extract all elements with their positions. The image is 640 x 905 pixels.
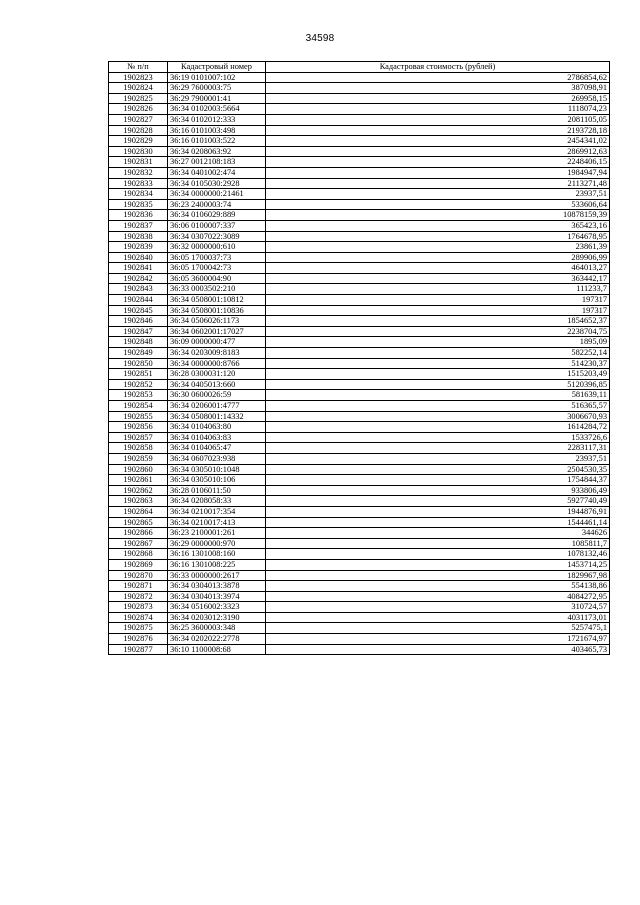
cadastral-value-cell: 2081105,05	[266, 114, 610, 125]
row-number-cell: 1902829	[109, 136, 168, 147]
cadastral-value-cell: 933806,49	[266, 485, 610, 496]
row-number-cell: 1902859	[109, 453, 168, 464]
row-number-cell: 1902830	[109, 146, 168, 157]
table-row	[109, 167, 610, 178]
cadastral-value-cell: 1944876,91	[266, 506, 610, 517]
row-number-cell: 1902847	[109, 326, 168, 337]
cadastral-value-cell: 1085811,7	[266, 538, 610, 549]
table-row	[109, 220, 610, 231]
table-row	[109, 72, 610, 83]
table-row	[109, 538, 610, 549]
table-row	[109, 634, 610, 645]
cadastral-value-cell: 2504530,35	[266, 464, 610, 475]
row-number-cell: 1902831	[109, 157, 168, 168]
cadastral-number-cell: 36:34 0210017:413	[168, 517, 266, 528]
cadastral-number-cell: 36:05 3600004:90	[168, 273, 266, 284]
cadastral-number-cell: 36:30 0600026:59	[168, 390, 266, 401]
row-number-cell: 1902857	[109, 432, 168, 443]
cadastral-number-cell: 36:34 0106029:889	[168, 210, 266, 221]
cadastral-value-cell: 554138,86	[266, 581, 610, 592]
row-number-cell: 1902834	[109, 189, 168, 200]
row-number-cell: 1902862	[109, 485, 168, 496]
cadastral-number-cell: 36:34 0000000:21461	[168, 189, 266, 200]
table-row	[109, 305, 610, 316]
cadastral-number-cell: 36:34 0405013:660	[168, 379, 266, 390]
table-row	[109, 475, 610, 486]
row-number-cell: 1902856	[109, 422, 168, 433]
row-number-cell: 1902850	[109, 358, 168, 369]
row-number-cell: 1902854	[109, 401, 168, 412]
page-number: 34598	[305, 33, 335, 44]
row-number-cell: 1902870	[109, 570, 168, 581]
table-row	[109, 83, 610, 94]
cadastral-value-cell: 2454341,02	[266, 136, 610, 147]
table-row	[109, 316, 610, 327]
cadastral-value-cell: 269958,15	[266, 93, 610, 104]
header-cadastral-number: Кадастровый номер	[168, 62, 266, 73]
row-number-cell: 1902855	[109, 411, 168, 422]
row-number-cell: 1902825	[109, 93, 168, 104]
cadastral-number-cell: 36:32 0000000:610	[168, 242, 266, 253]
cadastral-number-cell: 36:16 0101003:498	[168, 125, 266, 136]
table-row	[109, 591, 610, 602]
cadastral-number-cell: 36:19 0101007:102	[168, 72, 266, 83]
cadastral-value-cell: 23937,51	[266, 189, 610, 200]
table-row	[109, 93, 610, 104]
table-row	[109, 348, 610, 359]
row-number-cell: 1902866	[109, 528, 168, 539]
table-body	[109, 72, 610, 655]
table-row	[109, 623, 610, 634]
row-number-cell: 1902853	[109, 390, 168, 401]
table-row	[109, 517, 610, 528]
cadastral-value-cell: 344626	[266, 528, 610, 539]
cadastral-value-cell: 403465,73	[266, 644, 610, 655]
cadastral-value-cell: 365423,16	[266, 220, 610, 231]
cadastral-number-cell: 36:16 1301008:160	[168, 549, 266, 560]
row-number-cell: 1902864	[109, 506, 168, 517]
row-number-cell: 1902876	[109, 634, 168, 645]
table-row	[109, 422, 610, 433]
table-row	[109, 146, 610, 157]
row-number-cell: 1902827	[109, 114, 168, 125]
cadastral-number-cell: 36:34 0104063:80	[168, 422, 266, 433]
row-number-cell: 1902832	[109, 167, 168, 178]
table-row	[109, 125, 610, 136]
table-row	[109, 432, 610, 443]
cadastral-number-cell: 36:28 0106011:50	[168, 485, 266, 496]
cadastral-number-cell: 36:34 0305010:1048	[168, 464, 266, 475]
cadastral-value-cell: 1764678,95	[266, 231, 610, 242]
cadastral-number-cell: 36:10 1100008:68	[168, 644, 266, 655]
cadastral-number-cell: 36:34 0104063:83	[168, 432, 266, 443]
table-row	[109, 464, 610, 475]
cadastral-number-cell: 36:34 0104065:47	[168, 443, 266, 454]
row-number-cell: 1902873	[109, 602, 168, 613]
cadastral-number-cell: 36:16 0101003:522	[168, 136, 266, 147]
cadastral-value-cell: 2283117,31	[266, 443, 610, 454]
cadastral-value-cell: 1895,09	[266, 337, 610, 348]
cadastral-value-cell: 1754844,37	[266, 475, 610, 486]
row-number-cell: 1902868	[109, 549, 168, 560]
cadastral-value-cell: 2869912,63	[266, 146, 610, 157]
cadastral-number-cell: 36:34 0508001:10812	[168, 295, 266, 306]
table-row	[109, 189, 610, 200]
cadastral-number-cell: 36:34 0607023:938	[168, 453, 266, 464]
row-number-cell: 1902846	[109, 316, 168, 327]
row-number-cell: 1902838	[109, 231, 168, 242]
table-row	[109, 443, 610, 454]
cadastral-value-cell: 581639,11	[266, 390, 610, 401]
cadastral-number-cell: 36:34 0202022:2778	[168, 634, 266, 645]
table-row	[109, 114, 610, 125]
row-number-cell: 1902840	[109, 252, 168, 263]
cadastral-number-cell: 36:34 0210017:354	[168, 506, 266, 517]
row-number-cell: 1902875	[109, 623, 168, 634]
table-row	[109, 411, 610, 422]
row-number-cell: 1902844	[109, 295, 168, 306]
row-number-cell: 1902848	[109, 337, 168, 348]
table-row	[109, 337, 610, 348]
cadastral-number-cell: 36:05 1700037:73	[168, 252, 266, 263]
table-row	[109, 496, 610, 507]
cadastral-number-cell: 36:34 0508001:14332	[168, 411, 266, 422]
cadastral-value-cell: 1721674,97	[266, 634, 610, 645]
cadastral-value-cell: 5120396,85	[266, 379, 610, 390]
cadastral-number-cell: 36:34 0506026:1173	[168, 316, 266, 327]
row-number-cell: 1902849	[109, 348, 168, 359]
table-row	[109, 295, 610, 306]
cadastral-number-cell: 36:34 0203012:3190	[168, 612, 266, 623]
table-row	[109, 485, 610, 496]
cadastral-value-cell: 4084272,95	[266, 591, 610, 602]
row-number-cell: 1902823	[109, 72, 168, 83]
row-number-cell: 1902872	[109, 591, 168, 602]
cadastral-value-cell: 533606,64	[266, 199, 610, 210]
row-number-cell: 1902824	[109, 83, 168, 94]
cadastral-number-cell: 36:34 0602001:17027	[168, 326, 266, 337]
table-row	[109, 390, 610, 401]
table-row	[109, 326, 610, 337]
table-row	[109, 453, 610, 464]
table-row	[109, 570, 610, 581]
cadastral-value-cell: 1544461,14	[266, 517, 610, 528]
cadastral-number-cell: 36:34 0305010:106	[168, 475, 266, 486]
row-number-cell: 1902835	[109, 199, 168, 210]
cadastral-value-cell: 2248406,15	[266, 157, 610, 168]
table-row	[109, 506, 610, 517]
row-number-cell: 1902843	[109, 284, 168, 295]
cadastral-number-cell: 36:34 0206001:4777	[168, 401, 266, 412]
row-number-cell: 1902858	[109, 443, 168, 454]
cadastral-number-cell: 36:34 0401002:474	[168, 167, 266, 178]
table-row	[109, 178, 610, 189]
cadastral-value-cell: 1078132,46	[266, 549, 610, 560]
cadastral-number-cell: 36:34 0105030:2928	[168, 178, 266, 189]
cadastral-number-cell: 36:29 7900001:41	[168, 93, 266, 104]
cadastral-value-cell: 1829967,98	[266, 570, 610, 581]
cadastral-number-cell: 36:29 7600003:75	[168, 83, 266, 94]
table-row	[109, 549, 610, 560]
table-row	[109, 242, 610, 253]
cadastral-number-cell: 36:34 0304013:3974	[168, 591, 266, 602]
cadastral-value-cell: 289906,99	[266, 252, 610, 263]
cadastral-value-cell: 3006670,93	[266, 411, 610, 422]
table-row	[109, 581, 610, 592]
row-number-cell: 1902863	[109, 496, 168, 507]
cadastral-number-cell: 36:34 0516002:3323	[168, 602, 266, 613]
cadastral-value-cell: 2238704,75	[266, 326, 610, 337]
table-row	[109, 644, 610, 655]
row-number-cell: 1902837	[109, 220, 168, 231]
table-row	[109, 263, 610, 274]
cadastral-number-cell: 36:34 0102012:333	[168, 114, 266, 125]
cadastral-number-cell: 36:25 3600003:348	[168, 623, 266, 634]
cadastral-number-cell: 36:33 0000000:2617	[168, 570, 266, 581]
cadastral-number-cell: 36:34 0203009:8183	[168, 348, 266, 359]
cadastral-value-table	[108, 61, 610, 655]
cadastral-number-cell: 36:34 0102003:5664	[168, 104, 266, 115]
cadastral-number-cell: 36:05 1700042:73	[168, 263, 266, 274]
cadastral-value-cell: 1984947,94	[266, 167, 610, 178]
row-number-cell: 1902845	[109, 305, 168, 316]
cadastral-value-cell: 1614284,72	[266, 422, 610, 433]
cadastral-number-cell: 36:27 0012108:183	[168, 157, 266, 168]
cadastral-value-cell: 516365,57	[266, 401, 610, 412]
table-row	[109, 559, 610, 570]
table-row	[109, 157, 610, 168]
cadastral-value-cell: 1533726,6	[266, 432, 610, 443]
cadastral-value-cell: 310724,57	[266, 602, 610, 613]
table-row	[109, 136, 610, 147]
cadastral-value-cell: 363442,17	[266, 273, 610, 284]
cadastral-value-cell: 1515203,49	[266, 369, 610, 380]
cadastral-value-cell: 387098,91	[266, 83, 610, 94]
row-number-cell: 1902842	[109, 273, 168, 284]
table-row	[109, 358, 610, 369]
cadastral-value-cell: 1453714,25	[266, 559, 610, 570]
cadastral-value-cell: 4031173,01	[266, 612, 610, 623]
table-header-row	[109, 62, 610, 73]
row-number-cell: 1902839	[109, 242, 168, 253]
cadastral-number-cell: 36:34 0304013:3878	[168, 581, 266, 592]
cadastral-value-cell: 1118074,23	[266, 104, 610, 115]
table-row	[109, 252, 610, 263]
row-number-cell: 1902865	[109, 517, 168, 528]
cadastral-number-cell: 36:06 0100007:337	[168, 220, 266, 231]
table-row	[109, 602, 610, 613]
cadastral-number-cell: 36:23 2100001:261	[168, 528, 266, 539]
cadastral-value-cell: 514230,37	[266, 358, 610, 369]
header-cadastral-value: Кадастровая стоимость (рублей)	[266, 62, 610, 73]
cadastral-value-cell: 111233,7	[266, 284, 610, 295]
table-row	[109, 210, 610, 221]
row-number-cell: 1902877	[109, 644, 168, 655]
table-row	[109, 104, 610, 115]
row-number-cell: 1902869	[109, 559, 168, 570]
row-number-cell: 1902841	[109, 263, 168, 274]
cadastral-value-cell: 2193728,18	[266, 125, 610, 136]
row-number-cell: 1902874	[109, 612, 168, 623]
cadastral-value-cell: 1854652,37	[266, 316, 610, 327]
cadastral-value-cell: 10878159,39	[266, 210, 610, 221]
row-number-cell: 1902867	[109, 538, 168, 549]
table-row	[109, 528, 610, 539]
table-row	[109, 369, 610, 380]
cadastral-number-cell: 36:34 0208063:92	[168, 146, 266, 157]
cadastral-number-cell: 36:16 1301008:225	[168, 559, 266, 570]
table-row	[109, 612, 610, 623]
table-row	[109, 273, 610, 284]
cadastral-number-cell: 36:34 0000000:8766	[168, 358, 266, 369]
table-row	[109, 199, 610, 210]
cadastral-value-cell: 464013,27	[266, 263, 610, 274]
header-row-number: № п/п	[109, 62, 168, 73]
cadastral-number-cell: 36:34 0508001:10836	[168, 305, 266, 316]
row-number-cell: 1902852	[109, 379, 168, 390]
cadastral-value-cell: 5257475,1	[266, 623, 610, 634]
row-number-cell: 1902833	[109, 178, 168, 189]
cadastral-value-cell: 23861,39	[266, 242, 610, 253]
cadastral-value-cell: 2786854,62	[266, 72, 610, 83]
row-number-cell: 1902826	[109, 104, 168, 115]
cadastral-number-cell: 36:23 2400003:74	[168, 199, 266, 210]
row-number-cell: 1902871	[109, 581, 168, 592]
cadastral-number-cell: 36:28 0300031:120	[168, 369, 266, 380]
row-number-cell: 1902860	[109, 464, 168, 475]
cadastral-value-cell: 2113271,48	[266, 178, 610, 189]
table-row	[109, 284, 610, 295]
cadastral-value-cell: 582252,14	[266, 348, 610, 359]
cadastral-number-cell: 36:34 0208058:33	[168, 496, 266, 507]
cadastral-value-cell: 23937,51	[266, 453, 610, 464]
cadastral-value-cell: 197317	[266, 305, 610, 316]
cadastral-value-cell: 5927740,49	[266, 496, 610, 507]
cadastral-value-cell: 197317	[266, 295, 610, 306]
cadastral-number-cell: 36:34 0307022:3089	[168, 231, 266, 242]
cadastral-number-cell: 36:29 0000000:970	[168, 538, 266, 549]
row-number-cell: 1902836	[109, 210, 168, 221]
table-row	[109, 401, 610, 412]
cadastral-number-cell: 36:33 0003502:210	[168, 284, 266, 295]
row-number-cell: 1902828	[109, 125, 168, 136]
table-row	[109, 379, 610, 390]
row-number-cell: 1902851	[109, 369, 168, 380]
table-row	[109, 231, 610, 242]
row-number-cell: 1902861	[109, 475, 168, 486]
cadastral-number-cell: 36:09 0000000:477	[168, 337, 266, 348]
